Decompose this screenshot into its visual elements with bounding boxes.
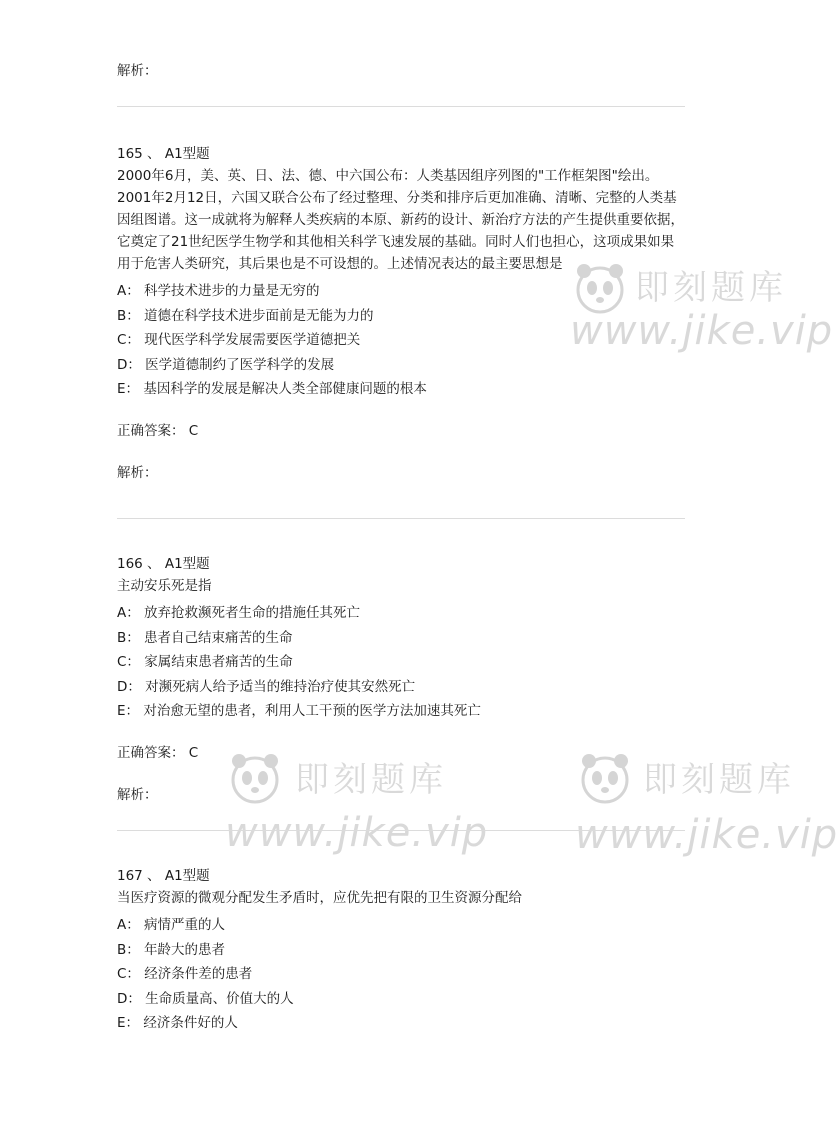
watermark-brand: 即刻题库 <box>635 268 787 308</box>
option-c[interactable]: C： 经济条件差的患者 <box>117 966 253 982</box>
watermark-brand: 即刻题库 <box>643 760 795 800</box>
analysis-label: 解析： <box>117 786 158 803</box>
question-number: 165 、 A1型题 <box>117 146 210 162</box>
option-a[interactable]: A： 病情严重的人 <box>117 917 226 933</box>
option-a[interactable]: A： 科学技术进步的力量是无穷的 <box>117 283 320 299</box>
question-165 <box>117 143 687 484</box>
divider <box>117 518 685 519</box>
option-d[interactable]: D： 生命质量高、价值大的人 <box>117 990 294 1007</box>
question-stem: 2000年6月，美、英、日、法、德、中六国公布：人类基因组序列图的"工作框架图"绘出。2001年2月12日，六国又联合公布了经过整理、分类和排序后更加准确、清晰、完整的人类基因组图谱。这一成就将为解释人类疾病的本原、新药的设计、新治疗方法的产生提供重要依据，它奠定了21世纪医学生物学和其他相关科学飞速发展的基础。同时人们也担心，这项成果如果用于危害人类研究，其后果也是不可设想的。上述情况表达的最主要思想是 <box>117 168 684 272</box>
divider <box>117 830 685 831</box>
watermark-url: www.jike.vip <box>575 812 838 858</box>
watermark-url: www.jike.vip <box>570 308 834 354</box>
option-b[interactable]: B： 道德在科学技术进步面前是无能为力的 <box>117 307 374 324</box>
question-number: 167 、 A1型题 <box>117 868 210 884</box>
question-stem: 主动安乐死是指 <box>117 578 212 594</box>
question-167 <box>117 865 687 1036</box>
analysis-label-top: 解析： <box>117 63 158 79</box>
option-c[interactable]: C： 现代医学科学发展需要医学道德把关 <box>117 332 361 348</box>
option-e[interactable]: E： 经济条件好的人 <box>117 1015 238 1031</box>
question-stem: 当医疗资源的微观分配发生矛盾时，应优先把有限的卫生资源分配给 <box>117 890 522 906</box>
option-c[interactable]: C： 家属结束患者痛苦的生命 <box>117 654 293 670</box>
option-b[interactable]: B： 年龄大的患者 <box>117 941 226 958</box>
correct-answer: 正确答案： C <box>117 744 199 761</box>
option-e[interactable]: E： 基因科学的发展是解决人类全部健康问题的根本 <box>117 381 427 397</box>
analysis-label: 解析： <box>117 464 158 481</box>
correct-answer: 正确答案： C <box>117 422 199 439</box>
option-d[interactable]: D： 对濒死病人给予适当的维持治疗使其安然死亡 <box>117 678 416 695</box>
watermark-brand: 即刻题库 <box>295 760 447 800</box>
option-d[interactable]: D： 医学道德制约了医学科学的发展 <box>117 356 335 373</box>
question-166 <box>117 553 687 806</box>
option-a[interactable]: A： 放弃抢救濒死者生命的措施任其死亡 <box>117 605 361 621</box>
question-number: 166 、 A1型题 <box>117 556 210 572</box>
option-e[interactable]: E： 对治愈无望的患者，利用人工干预的医学方法加速其死亡 <box>117 703 481 719</box>
option-b[interactable]: B： 患者自己结束痛苦的生命 <box>117 629 293 646</box>
watermark-url: www.jike.vip <box>225 810 489 856</box>
divider <box>117 106 685 107</box>
